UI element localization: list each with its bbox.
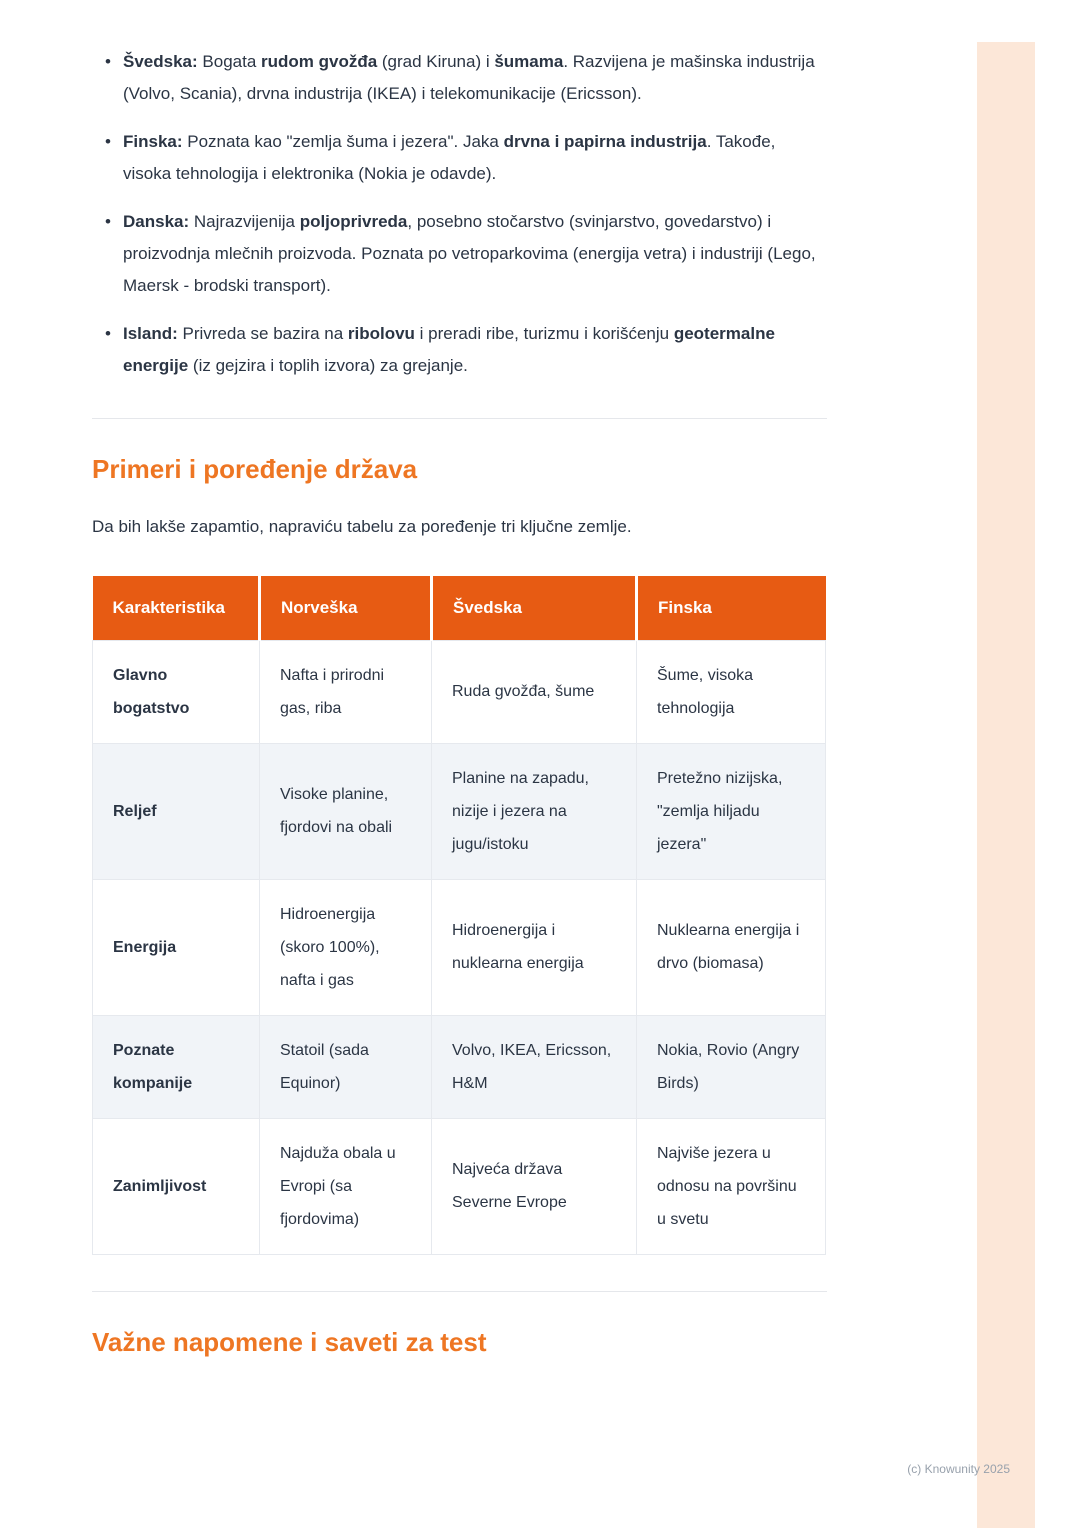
table-header-cell: Finska <box>637 576 826 641</box>
table-cell: Najveća država Severne Evrope <box>432 1118 637 1254</box>
bullet-text: i preradi ribe, turizmu i korišćenju <box>414 324 674 343</box>
table-cell: Nafta i prirodni gas, riba <box>260 640 432 743</box>
section-divider <box>92 418 827 419</box>
table-cell: Hidroenergija (skoro 100%), nafta i gas <box>260 879 432 1015</box>
section-heading-comparison: Primeri i poređenje država <box>92 454 418 484</box>
bullet-text: , posebno stočarstvo (svinjarstvo, govedarstvo) i proizvodnja mlečnih proizvoda. Poznata po vetroparkovima (energija vetra) i industriji (Lego, Maersk - brodski transport). <box>123 212 816 295</box>
table-header-row <box>93 576 826 641</box>
table-cell: Nokia, Rovio (Angry Birds) <box>637 1015 826 1118</box>
section-heading-notes: Važne napomene i saveti za test <box>92 1326 487 1357</box>
bullet-bold-text: Švedska: <box>123 52 198 71</box>
table-cell: Planine na zapadu, nizije i jezera na jugu/istoku <box>432 743 637 879</box>
table-row-label: Poznate kompanije <box>93 1015 260 1118</box>
bullet-text: Najrazvijenija <box>189 212 300 231</box>
table-cell: Hidroenergija i nuklearna energija <box>432 879 637 1015</box>
bullet-bold-text: Island: <box>123 324 178 343</box>
table-cell: Statoil (sada Equinor) <box>260 1015 432 1118</box>
bullet-bold-text: Finska: <box>123 132 183 151</box>
table-row-label: Zanimljivost <box>93 1118 260 1254</box>
table-row <box>93 640 826 743</box>
table-cell: Šume, visoka tehnologija <box>637 640 826 743</box>
bullet-bold-text: geotermalne energije <box>123 324 775 375</box>
bullet-item <box>92 126 827 190</box>
table-cell: Ruda gvožđa, šume <box>432 640 637 743</box>
intro-paragraph: Da bih lakše zapamtio, napraviću tabelu za poređenje tri ključne zemlje. <box>92 516 632 536</box>
bullet-bold-text: rudom gvožđa <box>261 52 378 71</box>
table-row <box>93 1015 826 1118</box>
bullet-text: (grad Kiruna) i <box>377 52 495 71</box>
section-divider <box>92 1291 827 1292</box>
comparison-table <box>92 576 826 1255</box>
country-bullet-list <box>92 46 827 382</box>
bullet-bold-text: Danska: <box>123 212 190 231</box>
table-row-label: Reljef <box>93 743 260 879</box>
copyright-footer: (c) Knowunity 2025 <box>907 1462 1010 1476</box>
table-header-cell: Karakteristika <box>93 576 260 641</box>
bullet-text: . Takođe, visoka tehnologija i elektronika (Nokia je odavde). <box>123 132 776 183</box>
document-content <box>92 46 827 1358</box>
right-margin-stripe <box>977 42 1035 1528</box>
bullet-text: Bogata <box>197 52 261 71</box>
bullet-text: Privreda se bazira na <box>177 324 348 343</box>
bullet-item <box>92 318 827 382</box>
bullet-bold-text: ribolovu <box>347 324 415 343</box>
table-cell: Visoke planine, fjordovi na obali <box>260 743 432 879</box>
table-row-label: Energija <box>93 879 260 1015</box>
table-row-label: Glavno bogatstvo <box>93 640 260 743</box>
table-cell: Najviše jezera u odnosu na površinu u svetu <box>637 1118 826 1254</box>
table-cell: Pretežno nizijska, "zemlja hiljadu jezera" <box>637 743 826 879</box>
bullet-item <box>92 46 827 110</box>
bullet-item <box>92 206 827 302</box>
bullet-bold-text: šumama <box>494 52 564 71</box>
bullet-bold-text: drvna i papirna industrija <box>503 132 707 151</box>
table-header-cell: Švedska <box>432 576 637 641</box>
table-cell: Nuklearna energija i drvo (biomasa) <box>637 879 826 1015</box>
bullet-text: . Razvijena je mašinska industrija (Volvo, Scania), drvna industrija (IKEA) i telekomunikacije (Ericsson). <box>123 52 815 103</box>
table-cell: Najduža obala u Evropi (sa fjordovima) <box>260 1118 432 1254</box>
table-row <box>93 1118 826 1254</box>
bullet-text: (iz gejzira i toplih izvora) za grejanje. <box>188 356 468 375</box>
bullet-text: Poznata kao "zemlja šuma i jezera". Jaka <box>182 132 504 151</box>
table-header-cell: Norveška <box>260 576 432 641</box>
table-body <box>93 640 826 1254</box>
table-row <box>93 743 826 879</box>
bullet-bold-text: poljoprivreda <box>299 212 408 231</box>
table-cell: Volvo, IKEA, Ericsson, H&M <box>432 1015 637 1118</box>
table-row <box>93 879 826 1015</box>
